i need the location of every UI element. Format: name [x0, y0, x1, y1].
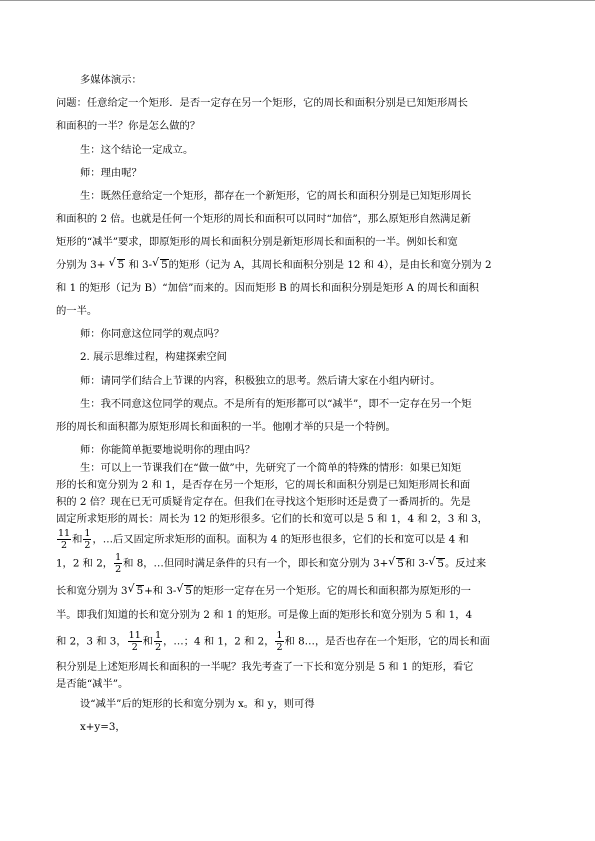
- radicand: 5: [397, 557, 404, 570]
- text-run: 1，2 和 2，: [56, 557, 114, 570]
- radicand: 5: [136, 585, 144, 597]
- text-run: 的矩形一定存在另一个矩形。它的周长和面积都为原矩形的一: [192, 585, 471, 597]
- numerator: 11: [128, 630, 141, 641]
- text-line: 问题：任意给定一个矩形．是否一定存在另一个矩形，它的周长和面积分别是已知矩形周长: [56, 97, 468, 109]
- text-line: 形的长和宽分别为 2 和 1，是否存在另一个矩形，它的周长和面积分别是已知矩形周长和面: [56, 479, 471, 491]
- text-run: 和 3-: [128, 259, 153, 271]
- text-run: ，…；4 和 1，2 和 2，: [163, 635, 275, 648]
- text-run: 和: [72, 533, 83, 546]
- text-run: 和: [142, 635, 154, 648]
- text-run: 和 8…，是否也存在一个矩形，它的周长和面: [284, 635, 490, 648]
- fraction: [114, 552, 122, 575]
- denominator: 2: [115, 564, 122, 575]
- text-line: [56, 528, 469, 551]
- radicand: 5: [185, 585, 192, 597]
- numerator: 11: [58, 528, 71, 539]
- text-line: 多媒体演示：: [80, 74, 142, 86]
- denominator: 2: [131, 642, 138, 653]
- sqrt-expression: [110, 258, 126, 272]
- sqrt-expression: [389, 557, 405, 571]
- sqrt-expression: [177, 584, 193, 598]
- text-run: 和 3-: [404, 557, 429, 570]
- text-run: 和 2，3 和 3，: [56, 635, 127, 648]
- text-line: 积分别是上述矩形周长和面积的一半呢？我先考查了一下长和宽分别是 5 和 1 的矩形，看它: [56, 661, 474, 673]
- fraction: [57, 528, 71, 551]
- numerator: 1: [84, 528, 91, 539]
- text-run: 和 8，…但同时满足条件的只有一个，即长和宽分别为 3+: [123, 557, 389, 570]
- text-line: [56, 630, 490, 653]
- numerator: 1: [155, 630, 162, 641]
- section-heading: 2. 展示思维过程，构建探索空间: [80, 351, 227, 363]
- text-line: 生：可以上一节课我们在“做一做”中，先研究了一个简单的特殊的情形：如果已知矩: [80, 462, 462, 474]
- fraction: [128, 630, 142, 653]
- text-line: 生：这个结论一定成立。: [80, 144, 194, 156]
- text-run: 长和宽分别为 3: [56, 585, 128, 597]
- text-line: 设“减半”后的矩形的长和宽分别为 x。和 y，则可得: [80, 698, 315, 710]
- equation-line: x+y=3，: [80, 721, 126, 733]
- text-line: 积的 2 倍？现在已无可质疑肯定存在。但我们在寻找这个矩形时还是费了一番周折的。先是: [56, 496, 471, 508]
- denominator: 2: [276, 642, 283, 653]
- text-line: 固定所求矩形的周长：周长为 12 的矩形很多。它们的长和宽可以是 5 和 1，4 和 2，3 和 3，: [56, 513, 488, 525]
- text-run: +和 3-: [144, 585, 177, 597]
- text-line: 形的周长和面积都为原矩形周长和面积的一半。他刚才举的只是一个特例。: [56, 421, 396, 433]
- text-run: ，…后又固定所求矩形的面积。面积为 4 的矩形也很多，它们的长和宽可以是 4 和: [92, 533, 469, 546]
- text-line: 生：既然任意给定一个矩形，都存在一个新矩形，它的周长和面积分别是已知矩形周长: [80, 190, 472, 202]
- text-run: 。反过来: [444, 557, 487, 570]
- denominator: 2: [155, 642, 162, 653]
- text-line: [56, 552, 486, 575]
- text-line: 和面积的一半？你是怎么做的？: [56, 120, 201, 132]
- text-run: 分别为 3+: [56, 259, 106, 271]
- text-line: 和 1 的矩形（记为 B）“加倍”而来的。因而矩形 B 的周长和面积分别是矩形 A 的周长和面积: [56, 282, 479, 294]
- text-line: [56, 584, 471, 598]
- denominator: 2: [61, 540, 68, 551]
- text-line: 师：你同意这位同学的观点吗？: [80, 328, 225, 340]
- denominator: 2: [84, 540, 91, 551]
- fraction: [154, 630, 162, 653]
- fraction: [83, 528, 91, 551]
- text-line: 的一半。: [56, 305, 98, 317]
- radicand: 5: [437, 557, 444, 570]
- radicand: 5: [161, 259, 168, 271]
- sqrt-expression: [153, 258, 169, 272]
- radicand: 5: [117, 259, 125, 271]
- text-line: 矩形的“减半”要求，即原矩形的周长和面积分别是新矩形周长和面积的一半。例如长和宽: [56, 236, 458, 248]
- text-line: 半。即我们知道的长和宽分别为 2 和 1 的矩形。可是像上面的矩形长和宽分别为 5 和 1，4: [56, 609, 473, 621]
- text-line: 师：你能简单扼要地说明你的理由吗？: [80, 444, 256, 456]
- text-line: 师：理由呢？: [80, 167, 142, 179]
- sqrt-expression: [429, 557, 445, 571]
- text-line: 师：请同学们结合上节课的内容，积极独立的思考。然后请大家在小组内研讨。: [80, 375, 441, 387]
- fraction: [275, 630, 283, 653]
- sqrt-expression: [129, 584, 145, 598]
- text-line: 和面积的 2 倍。也就是任何一个矩形的周长和面积可以同时“加倍”，那么原矩形自然满足新: [56, 213, 471, 225]
- text-line: 生：我不同意这位同学的观点。不是所有的矩形都可以“减半”，即不一定存在另一个矩: [80, 398, 472, 410]
- page-top-rule: [0, 0, 595, 1]
- numerator: 1: [115, 552, 122, 563]
- text-line: [56, 258, 492, 272]
- text-run: 的矩形（记为 A，其周长和面积分别是 12 和 4），是由长和宽分别为 2: [168, 259, 492, 271]
- numerator: 1: [276, 630, 283, 641]
- text-line: 是否能“减半”。: [56, 678, 129, 690]
